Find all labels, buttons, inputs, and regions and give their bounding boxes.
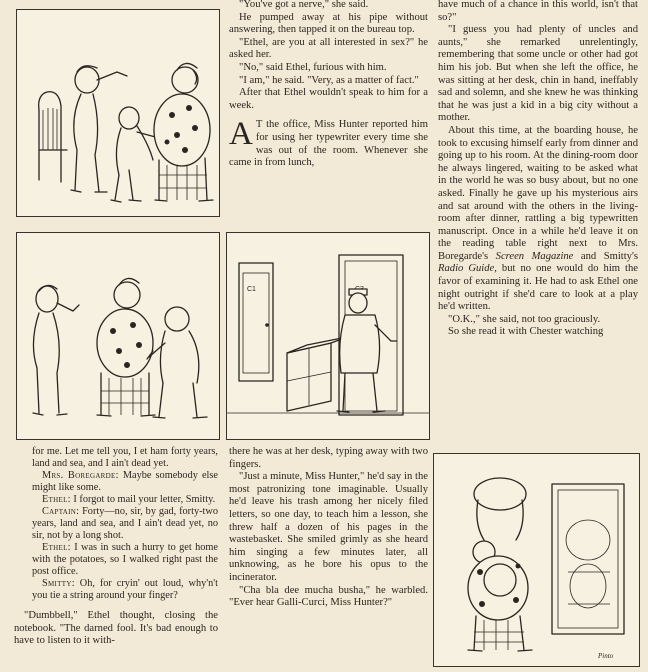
dialogue-line: Mrs. Boregarde: Maybe somebody else might like some.	[32, 470, 218, 493]
paragraph: "You've got a nerve," she said.	[239, 0, 369, 10]
radio-guide-title: Radio Guide	[438, 263, 495, 275]
connector-text: and Smitty's	[573, 250, 638, 262]
paragraph: After that Ethel wouldn't speak to him for a week.	[229, 87, 428, 111]
office-doors-drawing	[227, 233, 429, 439]
speaker-name: Smitty:	[42, 578, 75, 589]
paragraph: "Cha bla dee mucha busha," he warbled. "Ever hear Galli-Curci, Miss Hunter?"	[229, 584, 428, 609]
dropcap-text: T the office, Miss Hunter reported him for using her typewriter every time she was out of the room. Whenever she came in from lunch,	[229, 119, 428, 169]
illustration-panel-group	[16, 232, 220, 440]
illustration-panel-office-doors	[226, 232, 430, 440]
paragraph: "I guess you had plenty of uncles and aunts," she remarked unrelentingly, remembering that some uncle or other had got him his job. But when she left the office, he was sitting at her desk, chin in hand, ineffably sad and solemn, and she knew he was thinking that he was just a kid in a big city without a mother.	[438, 24, 638, 124]
speaker-name: Captain:	[42, 506, 80, 517]
paragraph: So she read it with Chester watching	[448, 326, 604, 338]
paragraph-text: About this time, at the boarding house, he took to excusing himself early from dinner and going up to his room. At the dining-room door he always lingered, waiting to be asked what in the world he was so busy about, but no one asked. Finally he gave up his mysterious airs and sat around with the others in the living-room after dinner, rattling a big typewritten manuscript. Once in a while he'd leave it on the reading table right next to Mrs. Boregarde's	[438, 124, 638, 262]
paragraph: "Ethel, are you at all interested in sex?" he asked her.	[229, 36, 428, 61]
speaker-name: Mrs. Boregarde:	[42, 470, 119, 481]
play-dialogue-column	[14, 446, 218, 648]
artist-signature: Pinto	[598, 652, 614, 660]
paragraph: "Just a minute, Miss Hunter," he'd say in the most patronizing tone imaginable. Usually he'd leave his trash among her nicely filed letters, so one day, to teach him a lesson, she threw half a dozen of his pages in the wastebasket. She smiled grimly as she heard him singing a few minutes later, all unknowing, as he bore his opus to the incinerator.	[229, 471, 428, 583]
closing-paragraph: "Dumbbell," Ethel thought, closing the notebook. "The darned fool. It's bad enough to have to listen to it with-	[14, 610, 218, 647]
paragraph: there he was at her desk, typing away with two fingers.	[229, 446, 428, 470]
captain-lead-line: for me. Let me tell you, I et ham forty years, land and sea, and I ain't dead yet.	[32, 446, 218, 469]
door-label-left: C1	[247, 286, 256, 293]
fitting-drawing	[17, 10, 219, 216]
paragraph: He pumped away at his pipe without answering, then tapped it on the bureau top.	[229, 11, 428, 36]
tuba-mirror-drawing	[434, 454, 639, 666]
dialogue-line: Ethel: I forgot to mail your letter, Smitty.	[42, 494, 216, 505]
illustration-panel-fitting	[16, 9, 220, 217]
story-column-middle-bottom	[229, 446, 428, 610]
dropcap-letter: A	[229, 116, 253, 153]
paragraph: "No," said Ethel, furious with him.	[239, 61, 387, 73]
paragraph: "O.K.," she said, not too graciously.	[448, 313, 601, 325]
paragraph: "I am," he said. "Very, as a matter of fact."	[239, 74, 419, 86]
group-drawing	[17, 233, 219, 439]
dropcap-paragraph	[229, 116, 428, 169]
paragraph	[438, 125, 638, 314]
dialogue-line: Smitty: Oh, for cryin' out loud, why'n't you tie a string around your finger?	[32, 578, 218, 601]
speaker-name: Ethel:	[42, 542, 71, 553]
story-column-middle-top	[229, 0, 428, 170]
paragraph: have much of a chance in this world, isn't that so?"	[438, 0, 638, 23]
dialogue-line: Ethel: I was in such a hurry to get home with the potatoes, so I walked right past the post office.	[32, 542, 218, 577]
speaker-name: Ethel:	[42, 494, 71, 505]
paragraph-tail: , but no one would do him the favor of examining it. He had to ask Ethel one night outright if she'd care to look at a play he'd written.	[438, 263, 639, 313]
story-column-right-top	[438, 0, 638, 339]
magazine-title: Screen Magazine	[495, 250, 574, 262]
dialogue-line: Captain: Forty—no, sir, by gad, forty-two years, land and sea, and I ain't dead yet, no sir, not by a long shot.	[32, 506, 218, 541]
illustration-panel-tuba-mirror	[433, 453, 640, 667]
